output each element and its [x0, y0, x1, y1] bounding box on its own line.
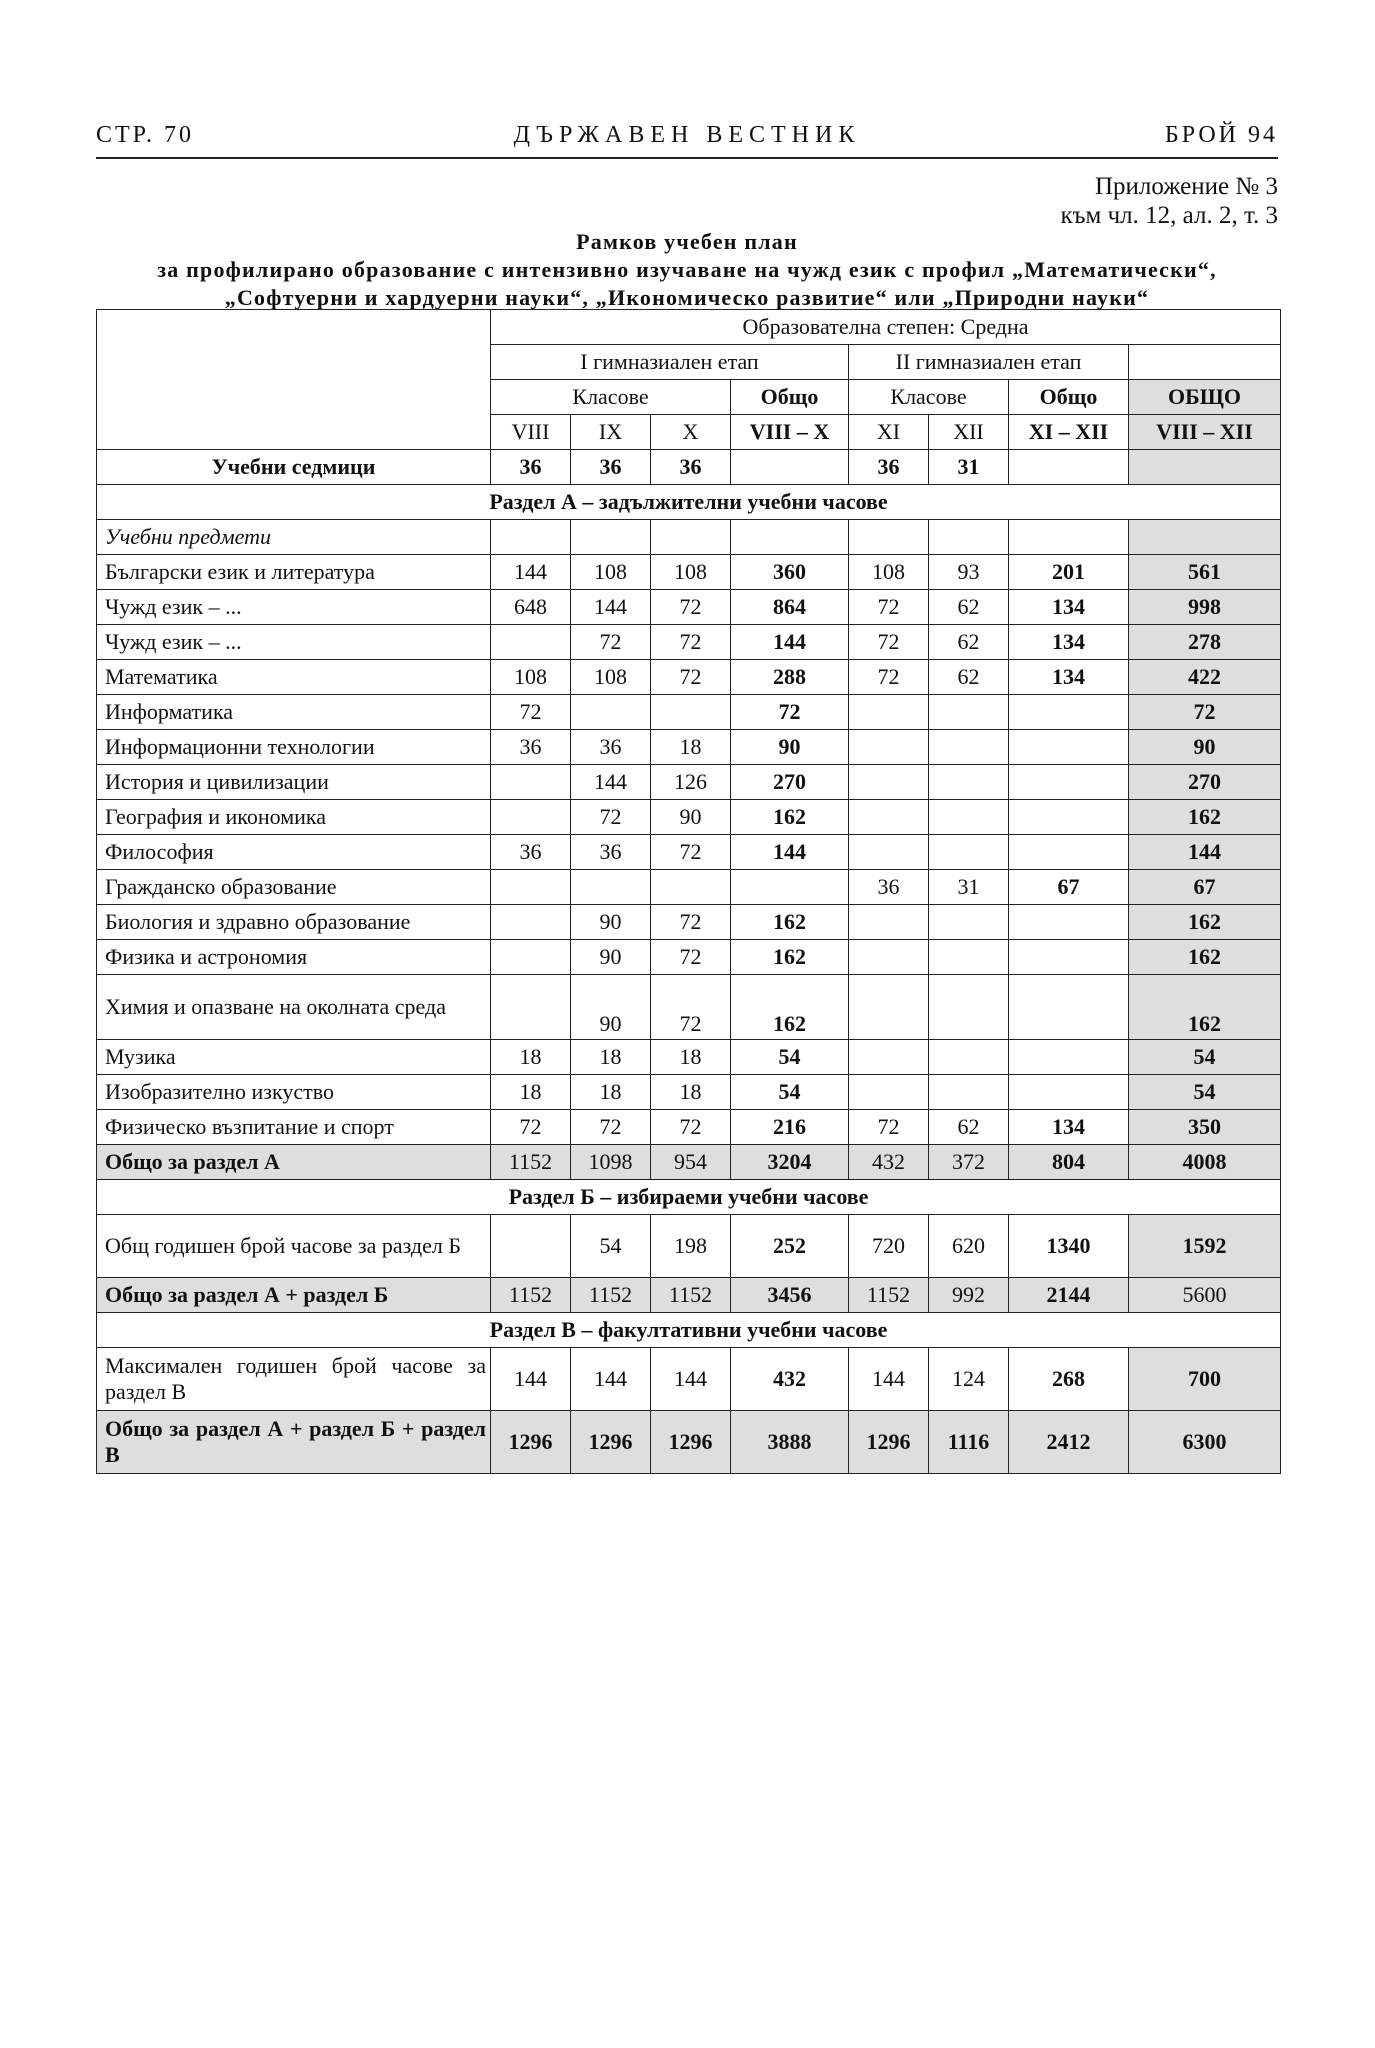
value-cell	[849, 1075, 929, 1110]
value-cell	[491, 1215, 571, 1278]
value-cell: 72	[651, 940, 731, 975]
header-row-degree	[97, 310, 1281, 345]
value-cell: 432	[731, 1348, 849, 1411]
value-cell: 134	[1009, 590, 1129, 625]
subject-row	[97, 555, 1281, 590]
value-cell: 432	[849, 1145, 929, 1180]
value-cell: 162	[731, 940, 849, 975]
subject-row	[97, 800, 1281, 835]
value-cell: 1296	[491, 1411, 571, 1474]
value-cell: 36	[571, 730, 651, 765]
value-cell	[491, 905, 571, 940]
grade-cell: XII	[929, 415, 1009, 450]
value-cell: 1592	[1129, 1215, 1281, 1278]
value-cell: 1098	[571, 1145, 651, 1180]
value-cell: 162	[1129, 905, 1281, 940]
row-label: Биология и здравно образование	[97, 905, 491, 940]
value-cell: 201	[1009, 555, 1129, 590]
value-cell: 6300	[1129, 1411, 1281, 1474]
value-cell: 72	[571, 800, 651, 835]
grade-cell: VIII – XII	[1129, 415, 1281, 450]
section-b-hours-row	[97, 1215, 1281, 1278]
value-cell: 162	[731, 975, 849, 1040]
degree-header: Образователна степен: Средна	[491, 310, 1281, 345]
value-cell: 144	[571, 1348, 651, 1411]
value-cell: 126	[651, 765, 731, 800]
value-cell: 62	[929, 660, 1009, 695]
section-c-header: Раздел В – факултативни учебни часове	[97, 1313, 1281, 1348]
value-cell: 18	[491, 1040, 571, 1075]
value-cell	[731, 870, 849, 905]
value-cell: 3456	[731, 1278, 849, 1313]
value-cell	[849, 765, 929, 800]
row-label: Общ годишен брой часове за раздел Б	[97, 1215, 491, 1278]
value-cell: 72	[651, 590, 731, 625]
value-cell: 162	[1129, 975, 1281, 1040]
total-header-2: Общо	[1009, 380, 1129, 415]
value-cell: 108	[849, 555, 929, 590]
value-cell	[1009, 730, 1129, 765]
weeks-cell	[1129, 450, 1281, 485]
header-empty-cell	[97, 310, 491, 450]
row-label: Общо за раздел А + раздел Б	[97, 1278, 491, 1313]
value-cell: 2412	[1009, 1411, 1129, 1474]
weeks-cell: 36	[571, 450, 651, 485]
empty-cell	[929, 520, 1009, 555]
value-cell: 268	[1009, 1348, 1129, 1411]
value-cell: 90	[1129, 730, 1281, 765]
value-cell	[849, 730, 929, 765]
empty-cell	[1009, 520, 1129, 555]
total-header-1: Общо	[731, 380, 849, 415]
value-cell: 93	[929, 555, 1009, 590]
value-cell: 108	[491, 660, 571, 695]
value-cell: 72	[651, 660, 731, 695]
title-line-1: Рамков учебен план	[576, 229, 798, 254]
value-cell: 72	[849, 1110, 929, 1145]
empty-cell	[651, 520, 731, 555]
value-cell	[929, 1075, 1009, 1110]
value-cell: 72	[651, 1110, 731, 1145]
value-cell	[571, 870, 651, 905]
section-c-row	[97, 1313, 1281, 1348]
row-label: Физика и астрономия	[97, 940, 491, 975]
row-label: Гражданско образование	[97, 870, 491, 905]
value-cell	[1009, 695, 1129, 730]
classes-header-1: Класове	[491, 380, 731, 415]
value-cell	[491, 870, 571, 905]
value-cell: 36	[491, 730, 571, 765]
value-cell: 144	[491, 1348, 571, 1411]
row-label: Физическо възпитание и спорт	[97, 1110, 491, 1145]
value-cell	[1009, 765, 1129, 800]
value-cell: 72	[571, 625, 651, 660]
stage-2-header: II гимназиален етап	[849, 345, 1129, 380]
value-cell: 18	[571, 1075, 651, 1110]
value-cell	[491, 625, 571, 660]
weeks-row	[97, 450, 1281, 485]
value-cell	[849, 1040, 929, 1075]
value-cell	[1009, 835, 1129, 870]
value-cell: 2144	[1009, 1278, 1129, 1313]
total-a-row	[97, 1145, 1281, 1180]
value-cell: 162	[1129, 800, 1281, 835]
curriculum-table	[96, 309, 1281, 1474]
value-cell: 804	[1009, 1145, 1129, 1180]
title-line-2: за профилирано образование с интензивно изучаване на чужд език с профил „Математически“,	[157, 257, 1217, 282]
row-label: Общо за раздел А	[97, 1145, 491, 1180]
value-cell: 1152	[571, 1278, 651, 1313]
value-cell: 18	[491, 1075, 571, 1110]
value-cell: 1152	[491, 1145, 571, 1180]
subject-row	[97, 940, 1281, 975]
value-cell: 1116	[929, 1411, 1009, 1474]
value-cell: 5600	[1129, 1278, 1281, 1313]
value-cell	[1009, 940, 1129, 975]
empty-cell	[731, 520, 849, 555]
value-cell: 998	[1129, 590, 1281, 625]
value-cell: 278	[1129, 625, 1281, 660]
value-cell	[929, 905, 1009, 940]
row-label: Български език и литература	[97, 555, 491, 590]
row-label: Чужд език – ...	[97, 590, 491, 625]
value-cell: 144	[491, 555, 571, 590]
value-cell	[849, 695, 929, 730]
subject-row	[97, 835, 1281, 870]
value-cell: 108	[571, 660, 651, 695]
value-cell: 720	[849, 1215, 929, 1278]
value-cell: 620	[929, 1215, 1009, 1278]
value-cell	[1009, 975, 1129, 1040]
value-cell: 72	[849, 590, 929, 625]
weeks-cell: 36	[849, 450, 929, 485]
total-abc-row	[97, 1411, 1281, 1474]
value-cell: 134	[1009, 660, 1129, 695]
value-cell: 18	[571, 1040, 651, 1075]
value-cell	[849, 975, 929, 1040]
value-cell: 72	[849, 660, 929, 695]
value-cell: 54	[1129, 1040, 1281, 1075]
value-cell	[491, 940, 571, 975]
value-cell: 67	[1129, 870, 1281, 905]
row-label: Химия и опазване на околната среда	[97, 975, 491, 1040]
value-cell: 700	[1129, 1348, 1281, 1411]
value-cell	[849, 905, 929, 940]
value-cell: 1152	[491, 1278, 571, 1313]
value-cell: 1296	[571, 1411, 651, 1474]
weeks-cell: 36	[491, 450, 571, 485]
section-a-row	[97, 485, 1281, 520]
grand-total-header: ОБЩО	[1129, 380, 1281, 415]
subject-row	[97, 1075, 1281, 1110]
value-cell	[929, 835, 1009, 870]
grade-cell: IX	[571, 415, 651, 450]
value-cell: 144	[849, 1348, 929, 1411]
value-cell: 162	[731, 905, 849, 940]
row-label: Информатика	[97, 695, 491, 730]
empty-cell	[491, 520, 571, 555]
appendix-number: Приложение № 3	[1094, 173, 1278, 200]
value-cell: 72	[491, 695, 571, 730]
row-label: История и цивилизации	[97, 765, 491, 800]
value-cell: 72	[651, 975, 731, 1040]
value-cell: 108	[571, 555, 651, 590]
value-cell: 144	[651, 1348, 731, 1411]
row-label: Изобразително изкуство	[97, 1075, 491, 1110]
value-cell: 67	[1009, 870, 1129, 905]
value-cell: 90	[571, 905, 651, 940]
row-label: Чужд език – ...	[97, 625, 491, 660]
section-b-header: Раздел Б – избираеми учебни часове	[97, 1180, 1281, 1215]
weeks-cell: 31	[929, 450, 1009, 485]
section-a-header: Раздел А – задължителни учебни часове	[97, 485, 1281, 520]
subjects-label-row	[97, 520, 1281, 555]
value-cell: 1152	[651, 1278, 731, 1313]
subject-row	[97, 625, 1281, 660]
value-cell	[1009, 1040, 1129, 1075]
value-cell: 360	[731, 555, 849, 590]
title-line-3: „Софтуерни и хардуерни науки“, „Икономическо развитие“ или „Природни науки“	[224, 285, 1150, 310]
publication-title: ДЪРЖАВЕН ВЕСТНИК	[513, 122, 861, 148]
value-cell: 134	[1009, 1110, 1129, 1145]
value-cell: 31	[929, 870, 1009, 905]
value-cell	[929, 695, 1009, 730]
grade-cell: XI	[849, 415, 929, 450]
value-cell	[929, 730, 1009, 765]
value-cell: 72	[651, 835, 731, 870]
value-cell: 3888	[731, 1411, 849, 1474]
value-cell: 4008	[1129, 1145, 1281, 1180]
empty-cell	[1129, 520, 1281, 555]
value-cell	[929, 940, 1009, 975]
grade-cell: VIII – X	[731, 415, 849, 450]
value-cell: 252	[731, 1215, 849, 1278]
issue-number: БРОЙ 94	[1164, 122, 1278, 148]
weeks-label: Учебни седмици	[97, 450, 491, 485]
subject-row	[97, 765, 1281, 800]
section-b-row	[97, 1180, 1281, 1215]
value-cell: 954	[651, 1145, 731, 1180]
subject-row	[97, 695, 1281, 730]
value-cell: 1152	[849, 1278, 929, 1313]
row-label: Общо за раздел А + раздел Б + раздел В	[97, 1411, 491, 1474]
total-ab-row	[97, 1278, 1281, 1313]
value-cell: 350	[1129, 1110, 1281, 1145]
value-cell: 36	[491, 835, 571, 870]
value-cell	[491, 765, 571, 800]
subject-row	[97, 590, 1281, 625]
value-cell: 992	[929, 1278, 1009, 1313]
grade-cell: X	[651, 415, 731, 450]
row-label: Музика	[97, 1040, 491, 1075]
stage-empty-cell	[1129, 345, 1281, 380]
empty-cell	[849, 520, 929, 555]
value-cell: 72	[731, 695, 849, 730]
weeks-cell	[1009, 450, 1129, 485]
subject-row	[97, 1110, 1281, 1145]
value-cell: 288	[731, 660, 849, 695]
value-cell: 144	[571, 590, 651, 625]
subject-row	[97, 730, 1281, 765]
value-cell: 372	[929, 1145, 1009, 1180]
document-title	[96, 228, 1278, 312]
value-cell: 72	[491, 1110, 571, 1145]
value-cell: 216	[731, 1110, 849, 1145]
value-cell: 422	[1129, 660, 1281, 695]
subject-row	[97, 870, 1281, 905]
value-cell	[849, 800, 929, 835]
value-cell: 54	[1129, 1075, 1281, 1110]
value-cell: 62	[929, 1110, 1009, 1145]
value-cell: 72	[651, 905, 731, 940]
page-number: СТР. 70	[96, 122, 195, 148]
value-cell: 54	[571, 1215, 651, 1278]
value-cell: 72	[571, 1110, 651, 1145]
value-cell	[929, 800, 1009, 835]
value-cell: 62	[929, 625, 1009, 660]
value-cell: 54	[731, 1075, 849, 1110]
value-cell	[491, 975, 571, 1040]
value-cell: 144	[731, 625, 849, 660]
value-cell	[1009, 905, 1129, 940]
value-cell	[849, 835, 929, 870]
value-cell: 36	[571, 835, 651, 870]
value-cell: 648	[491, 590, 571, 625]
value-cell	[929, 975, 1009, 1040]
row-label: Информационни технологии	[97, 730, 491, 765]
value-cell: 62	[929, 590, 1009, 625]
weeks-cell	[731, 450, 849, 485]
value-cell: 144	[731, 835, 849, 870]
value-cell: 1340	[1009, 1215, 1129, 1278]
value-cell	[929, 765, 1009, 800]
value-cell	[491, 800, 571, 835]
value-cell: 54	[731, 1040, 849, 1075]
value-cell: 108	[651, 555, 731, 590]
appendix-reference	[1060, 172, 1278, 230]
value-cell: 18	[651, 1075, 731, 1110]
value-cell: 561	[1129, 555, 1281, 590]
row-label: География и икономика	[97, 800, 491, 835]
weeks-cell: 36	[651, 450, 731, 485]
value-cell: 90	[731, 730, 849, 765]
header-rule	[96, 157, 1278, 159]
row-label: Математика	[97, 660, 491, 695]
row-label: Максимален годишен брой часове за раздел В	[97, 1348, 491, 1411]
value-cell: 90	[571, 975, 651, 1040]
value-cell: 198	[651, 1215, 731, 1278]
value-cell: 162	[731, 800, 849, 835]
value-cell: 144	[1129, 835, 1281, 870]
value-cell	[929, 1040, 1009, 1075]
subjects-label: Учебни предмети	[97, 520, 491, 555]
value-cell: 162	[1129, 940, 1281, 975]
value-cell: 36	[849, 870, 929, 905]
value-cell: 1296	[651, 1411, 731, 1474]
value-cell	[849, 940, 929, 975]
value-cell: 72	[1129, 695, 1281, 730]
grade-cell: XI – XII	[1009, 415, 1129, 450]
value-cell: 1296	[849, 1411, 929, 1474]
subject-row	[97, 660, 1281, 695]
value-cell: 134	[1009, 625, 1129, 660]
value-cell: 270	[731, 765, 849, 800]
value-cell: 72	[651, 625, 731, 660]
value-cell	[651, 870, 731, 905]
value-cell	[1009, 800, 1129, 835]
value-cell	[651, 695, 731, 730]
value-cell: 124	[929, 1348, 1009, 1411]
value-cell: 3204	[731, 1145, 849, 1180]
stage-1-header: I гимназиален етап	[491, 345, 849, 380]
value-cell: 90	[651, 800, 731, 835]
value-cell: 864	[731, 590, 849, 625]
classes-header-2: Класове	[849, 380, 1009, 415]
subject-row	[97, 905, 1281, 940]
value-cell: 144	[571, 765, 651, 800]
subject-row	[97, 975, 1281, 1040]
appendix-article: към чл. 12, ал. 2, т. 3	[1060, 202, 1278, 229]
value-cell	[571, 695, 651, 730]
row-label: Философия	[97, 835, 491, 870]
value-cell	[1009, 1075, 1129, 1110]
running-head	[96, 122, 1278, 158]
value-cell: 270	[1129, 765, 1281, 800]
section-c-hours-row	[97, 1348, 1281, 1411]
empty-cell	[571, 520, 651, 555]
value-cell: 18	[651, 1040, 731, 1075]
value-cell: 90	[571, 940, 651, 975]
value-cell: 18	[651, 730, 731, 765]
value-cell: 72	[849, 625, 929, 660]
subject-row	[97, 1040, 1281, 1075]
grade-cell: VIII	[491, 415, 571, 450]
